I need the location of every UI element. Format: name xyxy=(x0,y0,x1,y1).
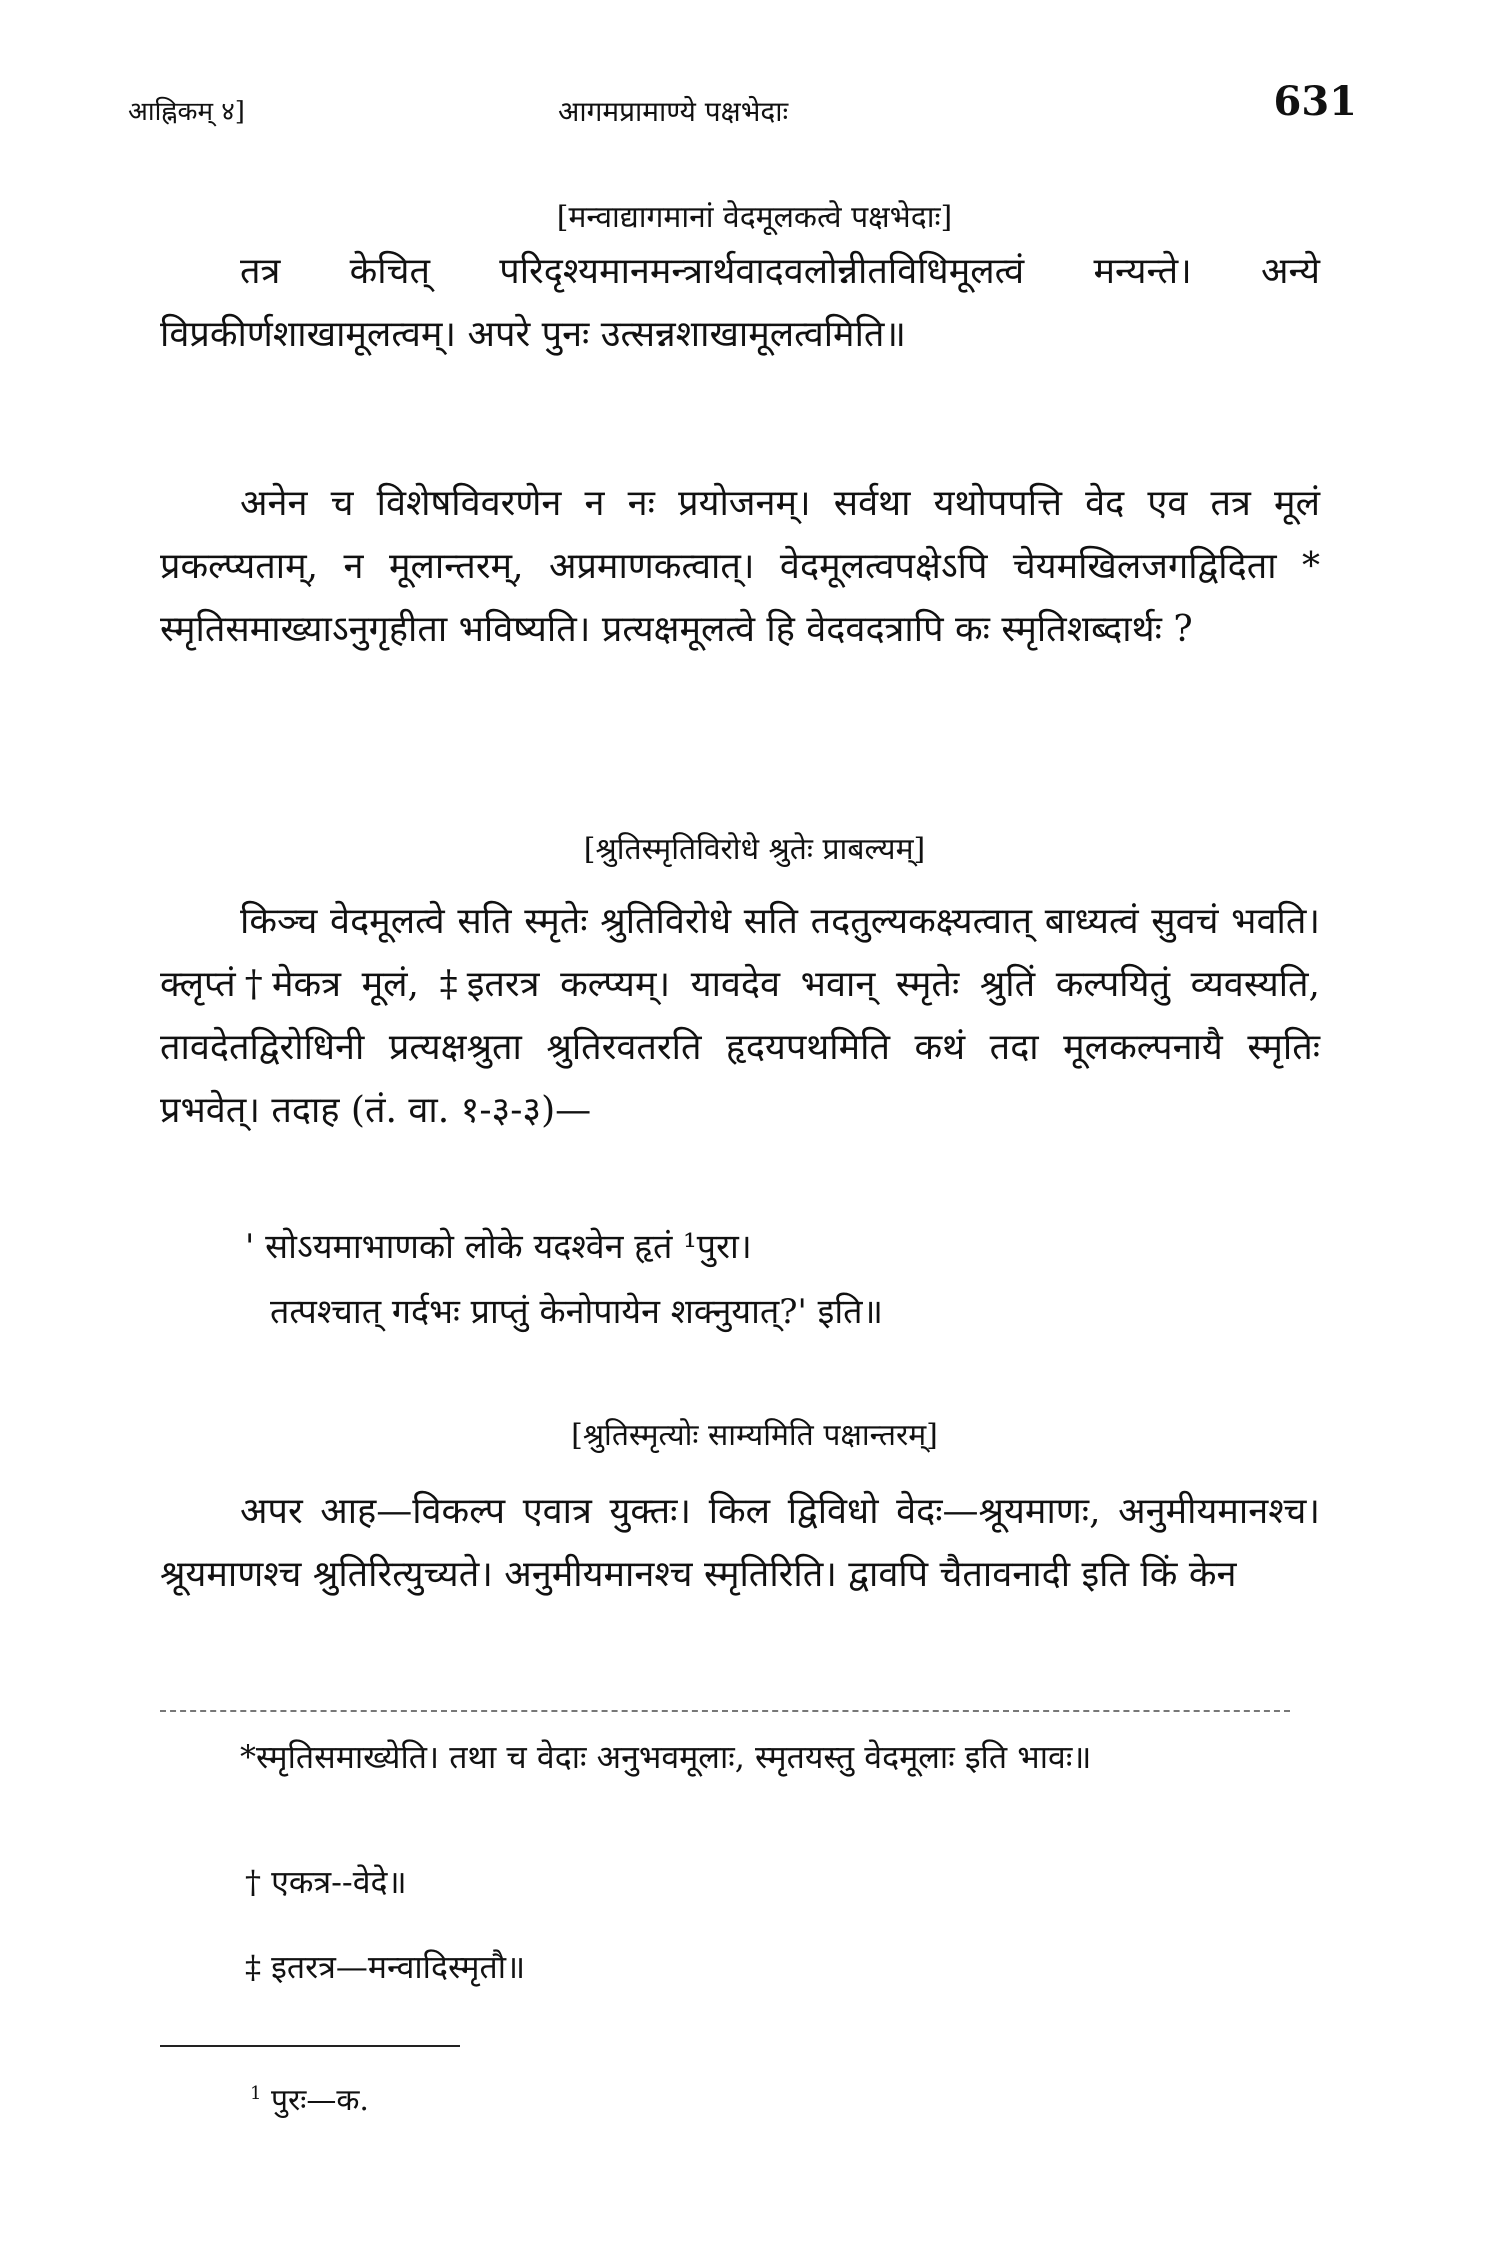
page-number: 631 xyxy=(1273,78,1357,125)
footnote-divider xyxy=(160,1710,1290,1712)
variant-text: पुरः—क. xyxy=(271,2083,369,2118)
chapter-label: आह्निकम् ४] xyxy=(128,97,245,127)
running-header xyxy=(128,78,1357,138)
section-heading-3: [श्रुतिस्मृत्योः साम्यमिति पक्षान्तरम्] xyxy=(571,1418,938,1453)
verse-line-1: ' सोऽयमाभाणको लोके यदश्वेन हृतं ¹पुरा। xyxy=(245,1227,752,1267)
paragraph-2: अनेन च विशेषविवरणेन न नः प्रयोजनम्। सर्वथा यथोपपत्ति वेद एव तत्र मूलं प्रकल्प्यताम्, न मूलान्तरम्, अप्रमाणकत्वात्। वेदमूलत्वपक्षेऽपि चेयमखिलजगद्विदिता * स्मृतिसमाख्याऽनुगृहीता भविष्यति। प्रत्यक्षमूलत्वे हि वेदवदत्रापि कः स्मृतिशब्दार्थः ? xyxy=(160,483,1320,650)
footnote-double-dagger: ‡ इतरत्र—मन्वादिस्मृतौ॥ xyxy=(245,1948,526,1986)
paragraph-4: अपर आह—विकल्प एवात्र युक्तः। किल द्विविधो वेदः—श्रूयमाणः, अनुमीयमानश्च। श्रूयमाणश्च श्रुतिरित्युच्यते। अनुमीयमानश्च स्मृतिरिति। द्वावपि चैतावनादी इति किं केन xyxy=(160,1491,1320,1595)
paragraph-1: तत्र केचित् परिदृश्यमानमन्त्रार्थवादवलोन्नीतविधिमूलत्वं मन्यन्ते। अन्ये विप्रकीर्णशाखामूलत्वम्। अपरे पुनः उत्सन्नशाखामूलत्वमिति॥ xyxy=(160,251,1320,355)
section-heading-2: [श्रुतिस्मृतिविरोधे श्रुतेः प्राबल्यम्] xyxy=(583,832,926,867)
running-title: आगमप्रामाण्ये पक्षभेदाः xyxy=(558,95,789,128)
paragraph-3: किञ्च वेदमूलत्वे सति स्मृतेः श्रुतिविरोधे सति तदतुल्यकक्ष्यत्वात् बाध्यत्वं सुवचं भवति। क्लृप्तं†मेकत्र मूलं, ‡इतरत्र कल्प्यम्। यावदेव भवान् स्मृतेः श्रुतिं कल्पयितुं व्यवस्यति, तावदेतद्विरोधिनी प्रत्यक्षश्रुता श्रुतिरवतरति हृदयपथमिति कथं तदा मूलकल्पनायै स्मृतिः प्रभवेत्। तदाह (तं. वा. १-३-३)— xyxy=(160,901,1320,1131)
variant-rule xyxy=(160,2045,460,2047)
variant-mark: 1 xyxy=(250,2083,262,2104)
verse-line-2: तत्पश्चात् गर्दभः प्राप्तुं केनोपायेन शक्नुयात्?' इति॥ xyxy=(270,1292,883,1332)
footnote-dagger: † एकत्र--वेदे॥ xyxy=(245,1863,407,1901)
section-heading-1: [मन्वाद्यागमानां वेदमूलकत्वे पक्षभेदाः] xyxy=(556,200,953,235)
footnote-star: *स्मृतिसमाख्येति। तथा च वेदाः अनुभवमूलाः, स्मृतयस्तु वेदमूलाः इति भावः॥ xyxy=(240,1738,1092,1776)
variant-reading xyxy=(250,2078,369,2119)
